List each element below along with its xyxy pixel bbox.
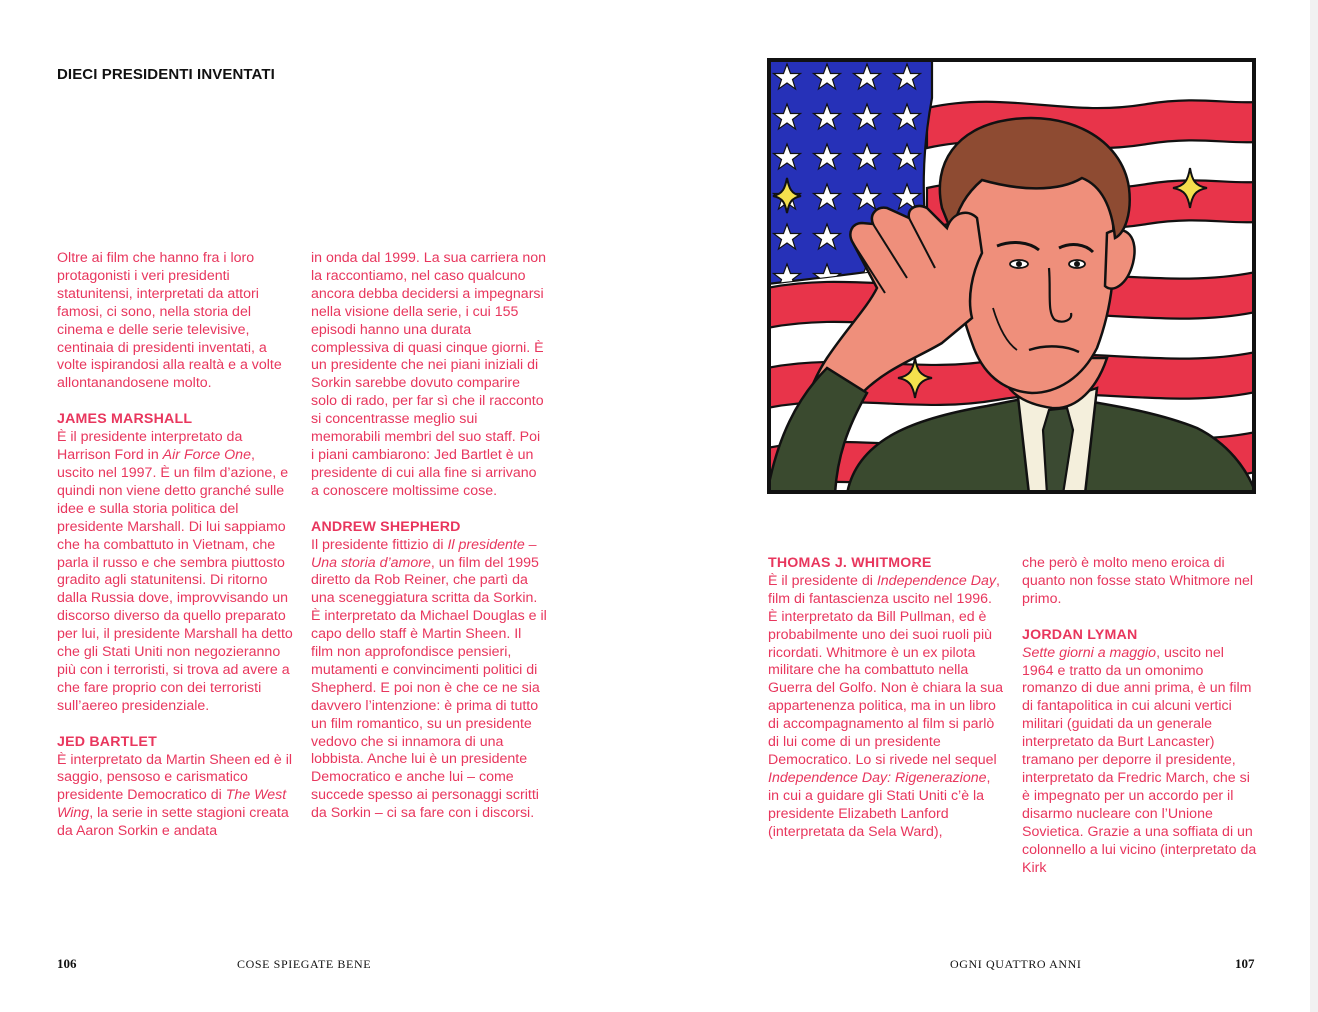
film-title: Il presidente – Una storia d’amore: [311, 536, 537, 571]
right-column-1: [768, 555, 1004, 842]
paragraph-jed-bartlet-cont: in onda dal 1999. La sua carriera non la raccontiamo, nel caso qualcuno ancora debba decidersi a impegnarsi nella visione della serie, i cui 155 episodi hanno una durata complessiva di quasi cinque giorni. È un presidente che nei piani iniziali di Sorkin sarebbe dovuto comparire solo di rado, per far sì che il racconto si concentrasse meglio sui memorabili membri del suo staff. Poi i piani cambiarono: Jed Bartlet è un presidente di cui alla fine si arrivano a conoscere moltissime cose.: [311, 250, 547, 499]
heading-james-marshall: JAMES MARSHALL: [57, 411, 193, 428]
film-title: Sette giorni a maggio: [1022, 644, 1157, 661]
page-number-right: 107: [1235, 956, 1255, 971]
running-title-left: COSE SPIEGATE BENE: [237, 957, 372, 971]
left-column-1: [57, 250, 293, 841]
page-title: DIECI PRESIDENTI INVENTATI: [57, 66, 275, 83]
heading-jordan-lyman: JORDAN LYMAN: [1022, 626, 1138, 643]
intro-paragraph: Oltre ai film che hanno fra i loro protagonisti i veri presidenti statunitensi, interpretati da attori famosi, ci sono, nella storia del cinema e delle serie televisive, centinaia di presidenti inventati, a volte ispirandosi alla realtà e a volte allontanandosene molto.: [57, 250, 282, 392]
paragraph-jed-bartlet: È interpretato da Martin Sheen ed è il saggio, pensoso e carismatico presidente Democratico di The West Wing, la serie in sette stagioni creata da Aaron Sorkin e andata: [57, 751, 293, 840]
film-title: Independence Day: Rigenerazione: [768, 769, 987, 786]
right-column-2: [1022, 555, 1258, 877]
page-edge: [1310, 0, 1318, 1012]
heading-thomas-whitmore: THOMAS J. WHITMORE: [768, 555, 932, 571]
heading-andrew-shepherd: ANDREW SHEPHERD: [311, 518, 461, 535]
paragraph-thomas-whitmore: È il presidente di Independence Day, film di fantascienza uscito nel 1996. È interpretato da Bill Pullman, ed è probabilmente uno dei suoi ruoli più ricordati. Whitmore è un ex pilota militare che ha combattuto nella Guerra del Golfo. Non è chiara la sua appartenenza politica, ma in un libro di accompagnamento al film si parlò di lui come di un presidente Democratico. Lo si rivede nel sequel Independence Day: Rigenerazione, in cui a guidare gli Stati Uniti c’è la presidente Elizabeth Lanford (interpretata da Sela Ward),: [768, 572, 1004, 840]
running-title-right: OGNI QUATTRO ANNI: [950, 957, 1082, 971]
left-column-2: [311, 250, 547, 823]
film-title: Air Force One: [162, 447, 251, 464]
paragraph-jordan-lyman: Sette giorni a maggio, uscito nel 1964 e tratto da un omonimo romanzo di due anni prima, è un film di fantapolitica in cui alcuni vertici militari (guidati da un generale interpretato da Burt Lancaster) tramano per deporre il presidente, interpretato da Fredric March, che si è impegnato per un accordo per il disarmo nucleare con l’Unione Sovietica. Grazie a una soffiata di un colonnello a lui vicino (interpretato da Kirk: [1022, 644, 1257, 876]
paragraph-andrew-shepherd: Il presidente fittizio di Il presidente – Una storia d’amore, un film del 1995 diretto da Rob Reiner, che partì da una sceneggiatura scritta da Sorkin. È interpretato da Michael Douglas e il capo dello staff è Martin Sheen. Il film non approfondisce pensieri, mutamenti e convincimenti politici di Shepherd. E poi non è che ce ne sia davvero l’intenzione: è prima di tutto un film romantico, su un presidente vedovo che si innamora di una lobbista. Anche lui è un presidente Democratico e anche lui – come succede spesso ai personaggi scritti da Sorkin – ci sa fare con i discorsi.: [311, 536, 547, 822]
film-title: Independence Day: [876, 572, 996, 589]
paragraph-thomas-whitmore-cont: che però è molto meno eroica di quanto non fosse stato Whitmore nel primo.: [1022, 555, 1254, 607]
page-number-left: 106: [57, 956, 77, 971]
paragraph-james-marshall: È il presidente interpretato da Harrison Ford in Air Force One, uscito nel 1997. È un film d’azione, e quindi non viene detto granché sulle idee e sulla storia politica del presidente Marshall. Di lui sappiamo che ha combattuto in Vietnam, che parla il russo e che sembra piuttosto gradito agli statunitensi. Di ritorno dalla Russia dove, improvvisando un discorso diverso da quello preparato per lui, il presidente Marshall ha detto che gli Stati Uniti non negozieranno più con i terroristi, si trova ad avere a che fare proprio con dei terroristi sull’aereo presidenziale.: [57, 429, 293, 714]
series-title: The West Wing: [57, 787, 287, 822]
heading-jed-bartlet: JED BARTLET: [57, 733, 157, 750]
president-salute-illustration: [767, 58, 1256, 494]
